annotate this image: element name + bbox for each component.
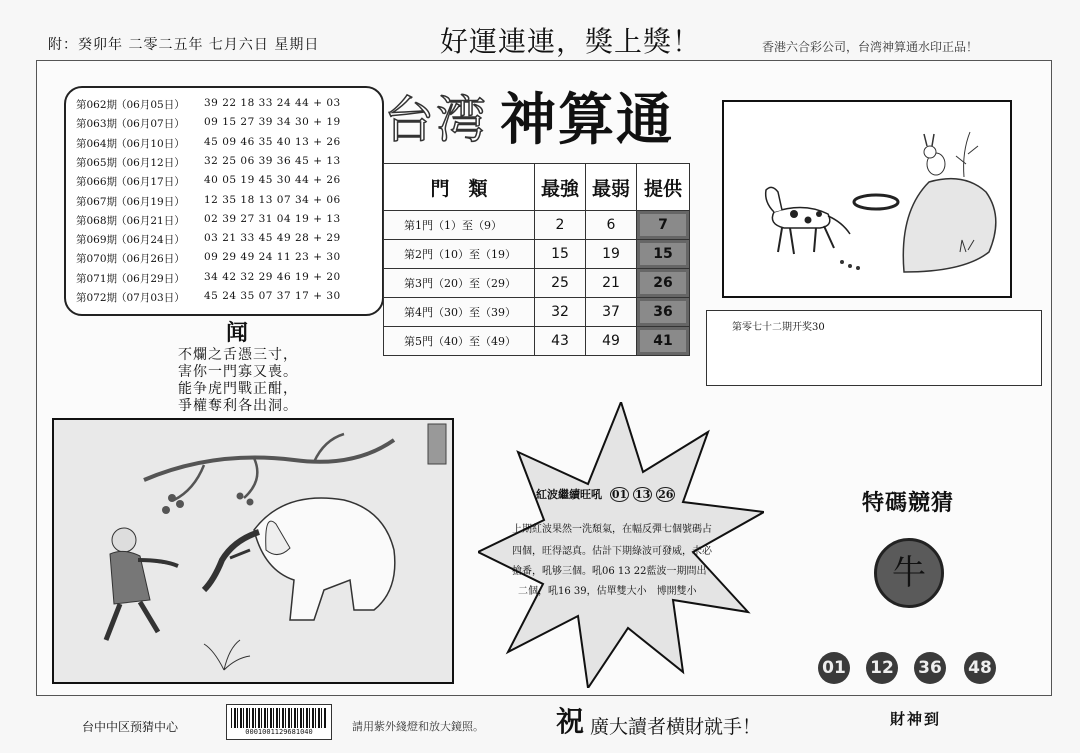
barcode-bars <box>231 708 327 728</box>
history-numbers: 40 05 19 45 30 44 + 26 <box>204 174 341 187</box>
page-title: 神算通 <box>500 87 674 153</box>
history-date: （06月21日） <box>116 214 185 227</box>
table-row <box>384 211 690 240</box>
poem-title: 闻 <box>226 320 249 346</box>
group-cell: 第1門（1）至（9） <box>384 211 535 240</box>
table-row <box>384 269 690 298</box>
dog-rabbit-illustration <box>722 100 1012 298</box>
history-period: 第067期 <box>76 195 118 208</box>
star-heading-text: 紅波繼續旺吼 <box>536 488 602 501</box>
history-panel <box>64 86 384 316</box>
page-title-outline: 台湾 <box>384 91 488 149</box>
history-period: 第063期 <box>76 118 118 131</box>
history-date: （06月29日） <box>116 272 185 285</box>
table-row <box>384 298 690 327</box>
star-line: 上期紅波果然一洗頹氣，在幅反彈七個號碼占 <box>512 524 712 535</box>
strong-cell: 43 <box>535 327 586 356</box>
strong-cell: 15 <box>535 240 586 269</box>
give-cell: 26 <box>637 269 690 298</box>
history-numbers: 39 22 18 33 24 44 + 03 <box>204 97 341 109</box>
footer-right: 財神到 <box>890 710 942 728</box>
table-row <box>384 240 690 269</box>
date-line: 附：癸卯年 二零二五年 七月六日 星期日 <box>48 37 320 53</box>
history-date: （06月19日） <box>116 195 185 208</box>
barcode-number: 0001001129681040 <box>245 728 313 736</box>
give-cell: 36 <box>637 298 690 327</box>
footer-uv-note: 請用紫外綫燈和放大鏡照。 <box>352 720 484 733</box>
give-cell: 41 <box>637 327 690 356</box>
footer-message: 廣大讀者横財就手！ <box>590 716 762 738</box>
history-numbers: 32 25 06 39 36 45 + 13 <box>204 154 341 167</box>
table-row <box>384 327 690 356</box>
history-numbers: 03 21 33 45 49 28 + 29 <box>204 232 341 245</box>
number-circle: 13 <box>635 488 651 501</box>
slogan: 好運連連，獎上獎！ <box>440 25 702 58</box>
group-cell: 第2門（10）至（19） <box>384 240 535 269</box>
history-period: 第065期 <box>76 156 118 169</box>
door-table <box>383 163 690 356</box>
give-cell: 7 <box>637 211 690 240</box>
history-date: （06月10日） <box>116 137 185 150</box>
barcode <box>226 704 332 740</box>
history-period: 第070期 <box>76 253 118 266</box>
zodiac-circle: 牛 <box>874 538 944 608</box>
col-header: 門 類 <box>384 164 535 211</box>
strong-cell: 25 <box>535 269 586 298</box>
history-period: 第064期 <box>76 137 118 150</box>
history-numbers: 45 24 35 07 37 17 + 30 <box>204 290 341 302</box>
poem-line: 能争虎門戰正酣， <box>178 381 298 397</box>
weak-cell: 6 <box>586 211 637 240</box>
poem-line: 爭權奪利各出洞。 <box>178 398 298 414</box>
boy-elephant-illustration <box>52 418 454 684</box>
history-numbers: 12 35 18 13 07 34 + 06 <box>204 193 341 206</box>
history-date: （06月26日） <box>116 253 185 266</box>
give-cell: 15 <box>637 240 690 269</box>
poem-line: 害你一門寡又喪。 <box>178 364 298 380</box>
weak-cell: 49 <box>586 327 637 356</box>
weak-cell: 19 <box>586 240 637 269</box>
number-circle: 01 <box>611 488 628 501</box>
strong-cell: 32 <box>535 298 586 327</box>
history-date: （06月07日） <box>116 118 185 131</box>
history-date: （06月05日） <box>116 99 185 111</box>
history-numbers: 09 29 49 24 11 23 + 30 <box>204 251 341 264</box>
special-title: 特碼競猜 <box>862 490 955 516</box>
col-header: 最弱 <box>586 164 637 211</box>
history-numbers: 45 09 46 35 40 13 + 26 <box>204 135 341 148</box>
number-ball: 36 <box>914 652 946 684</box>
number-ball: 12 <box>866 652 898 684</box>
weak-cell: 37 <box>586 298 637 327</box>
group-cell: 第3門（20）至（29） <box>384 269 535 298</box>
strong-cell: 2 <box>535 211 586 240</box>
star-heading <box>536 486 675 502</box>
history-date: （06月17日） <box>116 176 185 189</box>
group-cell: 第4門（30）至（39） <box>384 298 535 327</box>
col-header: 最強 <box>535 164 586 211</box>
company-line: 香港六合彩公司，台湾神算通水印正品！ <box>762 40 979 54</box>
history-date: （07月03日） <box>116 292 185 304</box>
star-line: 搶番，吼够三個。吼06 13 22藍波一期問出 <box>512 566 707 577</box>
table-header-row <box>384 164 690 211</box>
star-line: 二個，吼16 39，估單雙大小 博開雙小 <box>518 586 697 597</box>
number-circle: 26 <box>658 488 674 501</box>
number-ball: 48 <box>964 652 996 684</box>
history-period: 第068期 <box>76 214 118 227</box>
weak-cell: 21 <box>586 269 637 298</box>
star-line: 四個，旺得認真。估計下期綠波可發威，未必 <box>512 546 712 557</box>
history-period: 第069期 <box>76 234 118 247</box>
footer-center-name: 台中中区预猜中心 <box>82 720 179 734</box>
history-period: 第071期 <box>76 272 118 285</box>
history-period: 第062期 <box>76 99 118 111</box>
history-numbers: 34 42 32 29 46 19 + 20 <box>204 270 341 283</box>
col-header: 提供 <box>637 164 690 211</box>
number-ball: 01 <box>818 652 850 684</box>
history-date: （06月24日） <box>116 234 185 247</box>
history-numbers: 02 39 27 31 04 19 + 13 <box>204 212 341 225</box>
group-cell: 第5門（40）至（49） <box>384 327 535 356</box>
notice-text: 第零七十二期开奖30 <box>732 322 825 333</box>
history-period: 第072期 <box>76 292 118 304</box>
poem-line: 不爛之舌憑三寸， <box>178 347 298 363</box>
history-period: 第066期 <box>76 176 118 189</box>
history-numbers: 09 15 27 39 34 30 + 19 <box>204 116 341 129</box>
history-date: （06月12日） <box>116 156 185 169</box>
footer-bless: 祝 <box>556 705 585 738</box>
